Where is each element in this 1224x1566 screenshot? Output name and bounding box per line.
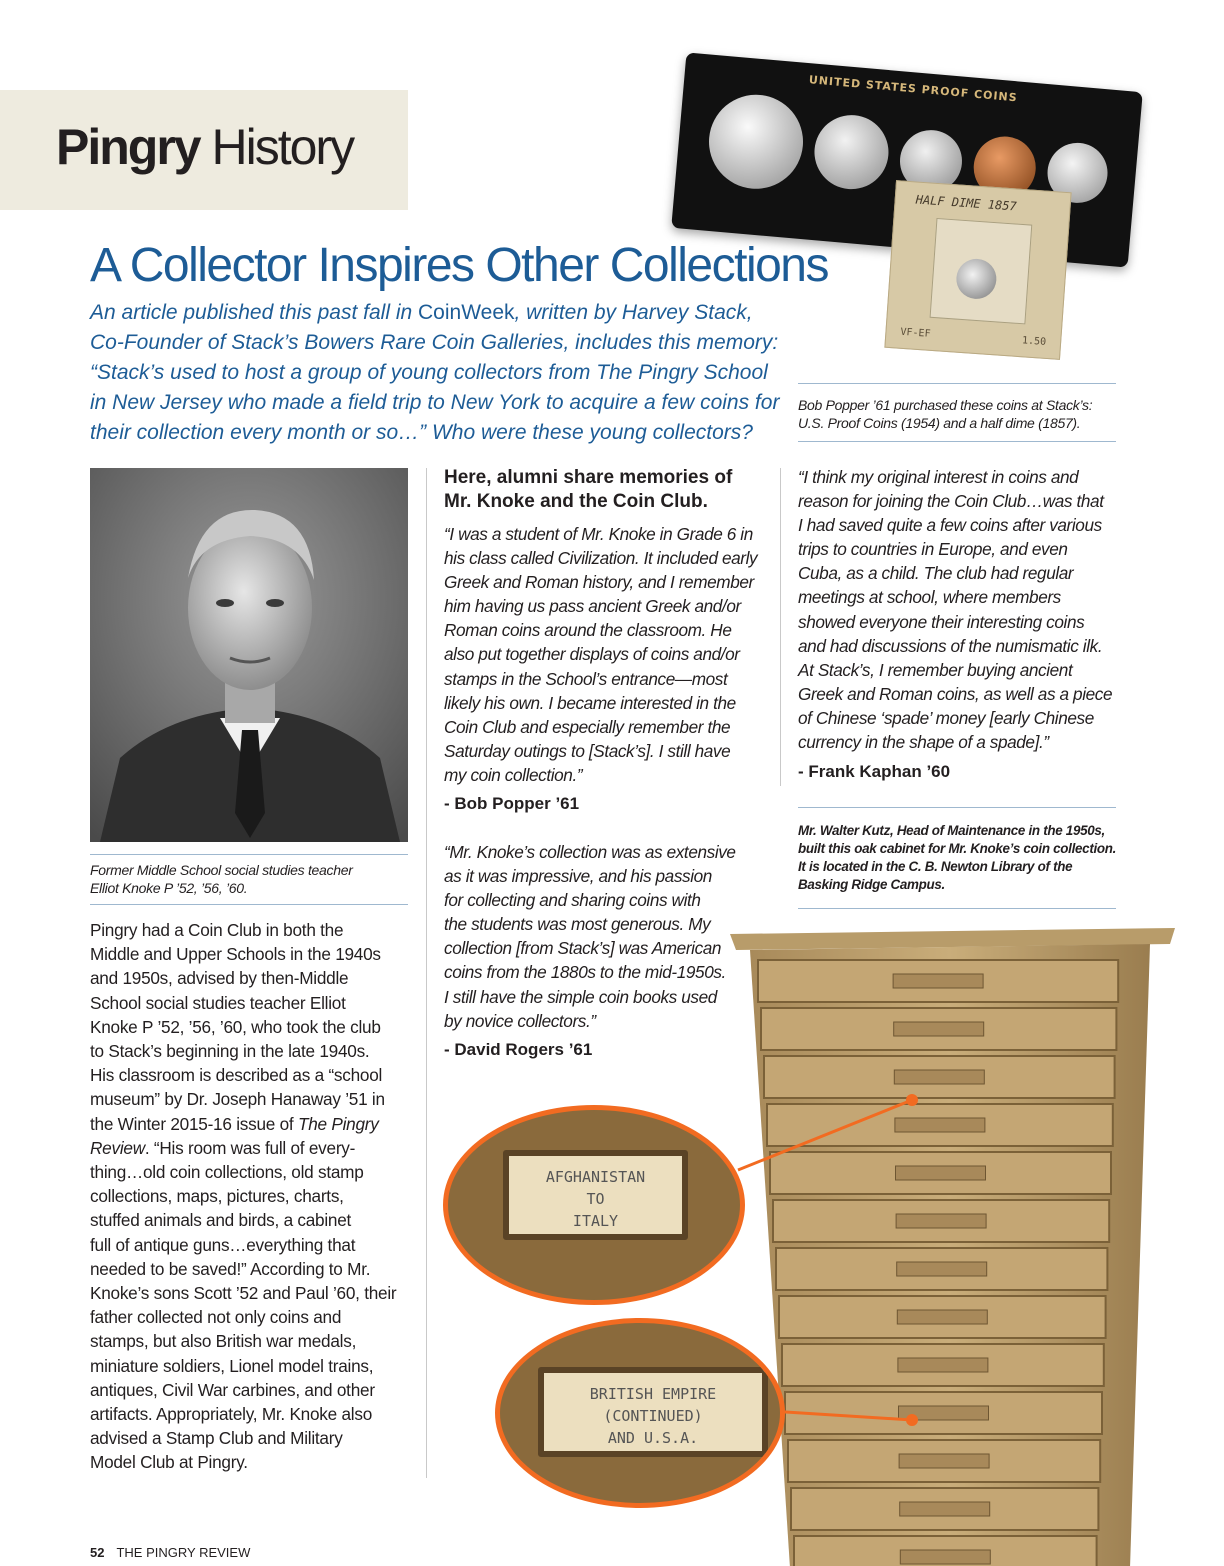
quote-line: showed everyone their interesting coins [798, 611, 1085, 632]
caption-line: Basking Ridge Campus. [798, 877, 945, 892]
quote-line: of Chinese ‘spade’ money [early Chinese [798, 707, 1094, 728]
half-dime-price: 1.50 [1021, 335, 1047, 348]
quote-line: At Stack’s, I remember buying ancient [798, 659, 1073, 680]
intro-line: in New Jersey who made a field trip to New York to acquire a few coins for [90, 391, 780, 414]
drawer-pull [900, 1502, 990, 1516]
quote-line: my coin collection.” [444, 764, 583, 785]
body-line: stamps, but also British war medals, [90, 1331, 357, 1352]
body-line: needed to be saved!” According to Mr. [90, 1258, 371, 1279]
drawer-pull [898, 1358, 988, 1372]
attribution-frank-kaphan: - Frank Kaphan ’60 [798, 762, 951, 781]
quote-line: “I was a student of Mr. Knoke in Grade 6 in [444, 524, 753, 544]
half-dime-card-label: HALF DIME 1857 [915, 192, 1018, 214]
plate-line: TO [586, 1190, 605, 1208]
cabinet-caption-bottom-rule [798, 908, 1116, 909]
quote-line: also put together displays of coins and/or [444, 644, 740, 665]
intro-line: “Stack’s used to host a group of young collectors from The Pingry School [90, 361, 768, 384]
quote-line: meetings at school, where members [798, 587, 1061, 608]
quote-line: I still have the simple coin books used [444, 986, 717, 1007]
drawer-pull [899, 1454, 989, 1468]
body-line: Knoke’s sons Scott ’52 and Paul ’60, their [90, 1283, 397, 1304]
page-footer [90, 1545, 250, 1560]
body-line: School social studies teacher Elliot [90, 992, 346, 1013]
quote-line: Saturday outings to [Stack’s]. I still have [444, 740, 731, 761]
article-intro [90, 298, 780, 448]
body-line: antiques, Civil War carbines, and other [90, 1379, 375, 1400]
heading-line: Here, alumni share memories of [444, 467, 733, 488]
quote-line: Greek and Roman coins, as well as a piece [798, 683, 1113, 704]
quote-line: currency in the shape of a spade].” [798, 732, 1049, 753]
portrait-caption [90, 861, 410, 897]
body-line: Knoke P ’52, ’56, ’60, who took the club [90, 1016, 381, 1037]
alumni-memories-heading [444, 466, 764, 514]
body-line: Middle and Upper Schools in the 1940s [90, 944, 381, 965]
caption-line: Elliot Knoke P ’52, ’56, ’60. [90, 880, 248, 896]
quote-david-rogers [444, 840, 744, 1033]
caption-line: Bob Popper ’61 purchased these coins at Stack’s: [798, 397, 1093, 413]
publication-name: THE PINGRY REVIEW [116, 1545, 251, 1560]
coins-caption-bottom-rule [798, 441, 1116, 442]
cabinet-illustration [730, 928, 1175, 1566]
quote-line: him having us pass ancient Greek and/or [444, 596, 741, 617]
coin-quarter [811, 112, 891, 192]
quote-line: Cuba, as a child. The club had regular [798, 563, 1074, 584]
article-body [90, 918, 408, 1475]
intro-line: An article published this past fall in CoinWeek, written by Harvey Stack, [90, 301, 753, 324]
attribution-bob-popper: - Bob Popper ’61 [444, 794, 580, 813]
plate-line: AFGHANISTAN [545, 1168, 646, 1186]
column-divider-right [780, 468, 781, 786]
body-line: collections, maps, pictures, charts, [90, 1186, 344, 1207]
body-line: stuffed animals and birds, a cabinet [90, 1210, 352, 1231]
section-title-bold: Pingry [56, 119, 200, 175]
quote-line: trips to countries in Europe, and even [798, 539, 1068, 560]
plate-line: AND U.S.A. [607, 1429, 699, 1447]
drawer-pull [894, 1022, 984, 1036]
section-title-regular: History [211, 119, 354, 175]
drawer-pull [896, 1214, 986, 1228]
quote-line: Coin Club and especially remember the [444, 716, 731, 737]
intro-line: Co-Founder of Stack’s Bowers Rare Coin Galleries, includes this memory: [90, 331, 779, 354]
body-line: advised a Stamp Club and Military [90, 1428, 343, 1449]
quote-line: his class called Civilization. It included early [444, 548, 758, 569]
drawer-pull [899, 1406, 989, 1420]
body-line: miniature soldiers, Lionel model trains, [90, 1355, 374, 1376]
quote-line: collection [from Stack’s] was American [444, 938, 722, 959]
quote-line: coins from the 1880s to the mid-1950s. [444, 962, 726, 983]
portrait-caption-bottom-rule [90, 904, 408, 905]
plate-line: ITALY [572, 1212, 619, 1230]
body-line: and 1950s, advised by then-Middle [90, 968, 349, 989]
page-number: 52 [90, 1545, 105, 1560]
coins-caption [798, 396, 1118, 432]
half-dime-grade: VF-EF [900, 326, 931, 340]
portrait-illustration [90, 468, 408, 842]
coin-half-dollar [705, 91, 807, 193]
half-dime-card-photo [884, 180, 1071, 360]
drawer-pull [895, 1118, 985, 1132]
body-line: thing…old coin collections, old stamp [90, 1162, 364, 1183]
quote-line: reason for joining the Coin Club…was that [798, 491, 1104, 512]
body-line: artifacts. Appropriately, Mr. Knoke also [90, 1404, 373, 1425]
body-line: the Winter 2015-16 issue of The Pingry [90, 1113, 379, 1134]
body-line: Pingry had a Coin Club in both the [90, 920, 344, 940]
zoom-label-afghanistan-to-italy [443, 1105, 745, 1305]
section-title [56, 119, 354, 175]
coins-caption-top-rule [798, 383, 1116, 384]
quote-line: the students was most generous. My [444, 914, 711, 935]
intro-line: their collection every month or so…” Who were these young collectors? [90, 421, 753, 444]
body-line: Review. “His room was full of every- [90, 1137, 356, 1158]
body-line: museum” by Dr. Joseph Hanaway ’51 in [90, 1089, 385, 1110]
zoom-label-british-empire [495, 1318, 785, 1508]
portrait-photo-elliot-knoke [90, 468, 408, 842]
quote-bob-popper [444, 522, 774, 787]
caption-line: It is located in the C. B. Newton Library of the [798, 859, 1073, 874]
quote-line: Roman coins around the classroom. He [444, 620, 732, 641]
cabinet-caption [798, 822, 1128, 894]
proof-coin-case-label: UNITED STATES PROOF COINS [808, 73, 1019, 105]
drawer-pull [897, 1310, 987, 1324]
body-line: His classroom is described as a “school [90, 1065, 383, 1086]
drawer-pull [900, 1550, 990, 1564]
quote-line: stamps in the School’s entrance—most [444, 668, 728, 689]
body-line: to Stack’s beginning in the late 1940s. [90, 1041, 370, 1062]
body-line: Model Club at Pingry. [90, 1452, 248, 1473]
caption-line: Former Middle School social studies teacher [90, 862, 353, 878]
drawer-label-plate-2 [538, 1367, 768, 1457]
quote-line: for collecting and sharing coins with [444, 890, 701, 911]
cabinet-caption-top-rule [798, 807, 1116, 808]
drawer-pull [897, 1262, 987, 1276]
quote-line: Greek and Roman history, and I remember [444, 572, 754, 593]
plate-line: BRITISH EMPIRE [589, 1385, 717, 1403]
body-line: full of antique guns…everything that [90, 1234, 356, 1255]
drawer-pull [893, 974, 983, 988]
drawer-pull [894, 1070, 984, 1084]
quote-line: I had saved quite a few coins after various [798, 515, 1102, 536]
quote-line: likely his own. I became interested in the [444, 692, 736, 713]
portrait-caption-top-rule [90, 854, 408, 855]
caption-line: built this oak cabinet for Mr. Knoke’s coin collection. [798, 841, 1117, 856]
article-headline: A Collector Inspires Other Collections [90, 239, 828, 292]
quote-line: as it was impressive, and his passion [444, 866, 712, 887]
oak-coin-cabinet-photo [730, 928, 1175, 1566]
body-line: father collected not only coins and [90, 1307, 342, 1328]
quote-line: “Mr. Knoke’s collection was as extensive [444, 842, 736, 862]
caption-line: Mr. Walter Kutz, Head of Maintenance in the 1950s, [798, 823, 1105, 838]
caption-line: U.S. Proof Coins (1954) and a half dime (1857). [798, 415, 1081, 431]
drawer-pull [896, 1166, 986, 1180]
attribution-david-rogers: - David Rogers ’61 [444, 1040, 593, 1059]
quote-line: “I think my original interest in coins and [798, 467, 1079, 487]
quote-line: by novice collectors.” [444, 1010, 596, 1031]
drawer-label-plate-1 [503, 1150, 688, 1240]
quote-line: and had discussions of the numismatic ilk. [798, 635, 1103, 656]
column-divider-left [426, 468, 427, 1478]
quote-frank-kaphan [798, 465, 1128, 754]
heading-line: Mr. Knoke and the Coin Club. [444, 491, 708, 512]
plate-line: (CONTINUED) [603, 1407, 703, 1425]
